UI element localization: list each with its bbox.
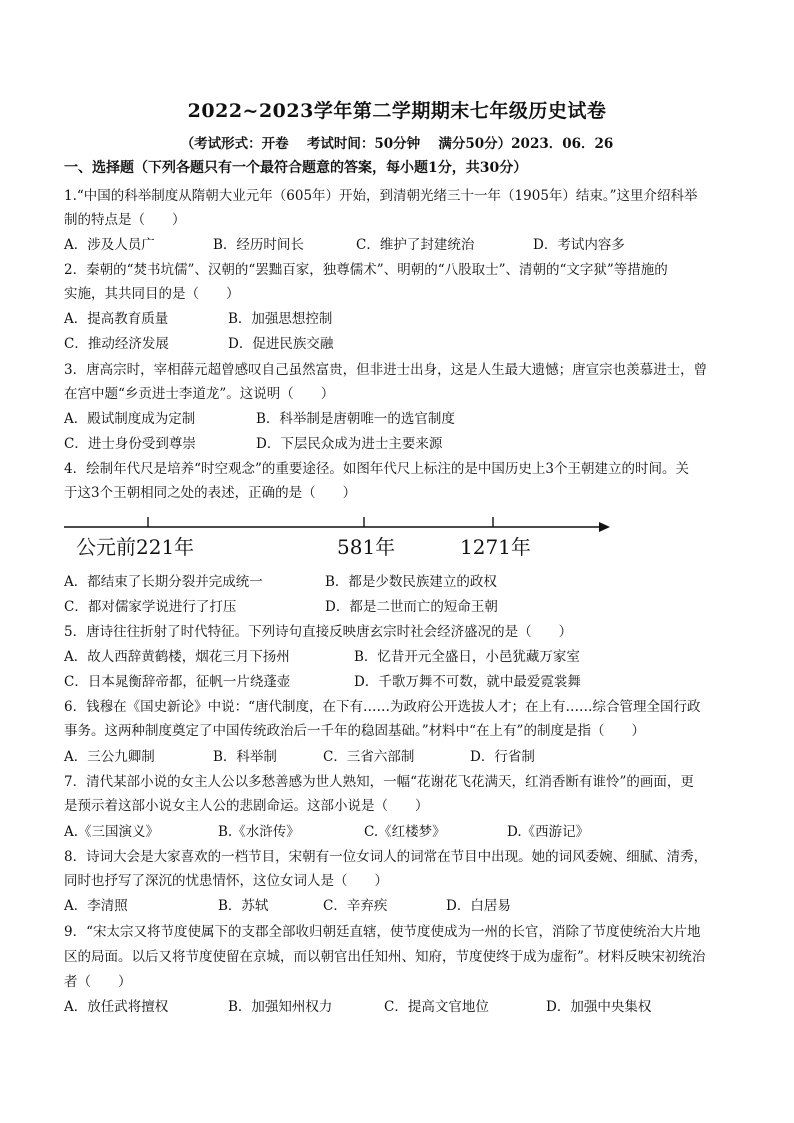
question-5-option-a: A．故人西辞黄鹤楼，烟花三月下扬州 [64,649,290,665]
question-7-option-d: D.《西游记》 [507,824,590,840]
question-9-option-c: C．提高文官地位 [384,999,489,1015]
question-4-text-line-1: 4．绘制年代尺是培养“时空观念”的重要途径。如图年代尺上标注的是中国历史上3个王朝建立的时间。关 [64,461,689,477]
question-5-text-line-1: 5．唐诗往往折射了时代特征。下列诗句直接反映唐玄宗时社会经济盛况的是（ ） [64,624,573,640]
question-9-text-line-3: 者（ ） [64,974,132,990]
question-7-option-b: B.《水浒传》 [218,824,300,840]
question-8-text-line-2: 同时也抒写了深沉的忧患情怀，这位女词人是（ ） [64,873,388,889]
question-8-option-b: B．苏轼 [218,898,269,914]
question-2-option-c: C．推动经济发展 [64,336,169,352]
exam-title: 2022~2023学年第二学期期末七年级历史试卷 [187,100,607,122]
question-6-text-line-2: 事务。这两种制度奠定了中国传统政治后一千年的稳固基础。”材料中“在上有”的制度是指（ ） [64,723,645,739]
question-6-option-b: B．科举制 [213,749,277,765]
timeline-label-2: 581年 [337,535,396,559]
question-4-option-c: C．都对儒家学说进行了打压 [64,599,237,615]
question-1-text-line-2: 制的特点是（ ） [64,212,186,228]
question-1-option-a: A．涉及人员广 [64,237,155,253]
question-3-option-c: C．进士身份受到尊崇 [64,436,196,452]
question-9-option-b: B．加强知州权力 [228,999,333,1015]
question-1-option-d: D．考试内容多 [533,237,625,253]
question-2-text-line-2: 实施，其共同目的是（ ） [64,286,240,302]
question-5-option-b: B．忆昔开元全盛日，小邑犹藏万家室 [354,649,580,665]
question-8-option-a: A．李清照 [64,898,128,914]
question-3-option-b: B．科举制是唐朝唯一的选官制度 [256,411,455,427]
question-7-option-c: C.《红楼梦》 [364,824,446,840]
question-9-text-line-1: 9．“宋太宗又将节度使属下的支郡全部收归朝廷直辖，使节度使成为一州的长官，消除了节度使统治大片地 [64,924,701,940]
question-7-text-line-1: 7．清代某部小说的女主人公以多愁善感为世人熟知，一幅“花谢花飞花满天，红消香断有谁怜”的画面，更 [64,774,694,790]
question-4-option-d: D．都是二世而亡的短命王朝 [325,599,498,615]
question-6-option-d: D．行省制 [470,749,535,765]
question-6-option-c: C．三省六部制 [323,749,415,765]
question-1-option-c: C．维护了封建统治 [356,237,475,253]
timeline-figure [64,510,624,564]
question-2-option-b: B．加强思想控制 [228,311,333,327]
question-6-option-a: A．三公九卿制 [64,749,155,765]
question-7-text-line-2: 是预示着这部小说女主人公的悲剧命运。这部小说是（ ） [64,798,429,814]
question-1-text-line-1: 1.“中国的科举制度从隋朝大业元年（605年）开始，到清朝光绪三十一年（1905年）结束。”这里介绍科举 [64,188,698,204]
question-5-option-c: C．日本晁衡辞帝都，征帆一片绕蓬壶 [64,674,291,690]
timeline-label-3: 1271年 [460,535,531,559]
question-2-option-d: D．促进民族交融 [228,336,334,352]
question-4-option-b: B．都是少数民族建立的政权 [325,574,497,590]
question-8-option-c: C．辛弃疾 [323,898,388,914]
question-3-option-d: D．下层民众成为进士主要来源 [256,436,443,452]
section-heading: 一、选择题（下列各题只有一个最符合题意的答案，每小题1分，共30分） [64,160,528,176]
question-1-option-b: B．经历时间长 [213,237,304,253]
question-3-option-a: A．殿试制度成为定制 [64,411,196,427]
question-9-text-line-2: 区的局面。以后又将节度使留在京城，而以朝官出任知州、知府，节度使终于成为虚衔”。材料反映宋初统治 [64,949,706,965]
question-4-option-a: A．都结束了长期分裂并完成统一 [64,574,263,590]
exam-subtitle: （考试形式：开卷 考试时间：50分钟 满分50分）2023．06．26 [180,136,614,152]
question-9-option-a: A．放任武将擅权 [64,999,169,1015]
question-4-text-line-2: 于这3个王朝相同之处的表述，正确的是（ ） [64,485,357,501]
question-7-option-a: A.《三国演义》 [64,824,160,840]
timeline-label-1: 公元前221年 [76,535,195,559]
question-3-text-line-1: 3．唐高宗时，宰相薛元超曾感叹自己虽然富贵，但非进士出身，这是人生最大遗憾；唐宣宗也羡慕进士，曾 [64,362,708,378]
question-5-option-d: D．千歌万舞不可数，就中最爱霓裳舞 [354,674,581,690]
timeline-arrow-icon [599,522,610,532]
question-9-option-d: D．加强中央集权 [546,999,652,1015]
question-2-text-line-1: 2．秦朝的“焚书坑儒”、汉朝的“罢黜百家，独尊儒术”、明朝的“八股取士”、清朝的“文字狱”等措施的 [64,262,668,278]
question-8-option-d: D．白居易 [446,898,511,914]
question-6-text-line-1: 6．钱穆在《国史新论》中说：“唐代制度，在下有……为政府公开选拔人才；在上有……综合管理全国行政 [64,699,701,715]
question-8-text-line-1: 8．诗词大会是大家喜欢的一档节目，宋朝有一位女词人的词常在节目中出现。她的词风委婉、细腻、清秀， [64,849,708,865]
question-3-text-line-2: 在宫中题“乡贡进士李道龙”。这说明（ ） [64,386,335,402]
question-2-option-a: A．提高教育质量 [64,311,169,327]
